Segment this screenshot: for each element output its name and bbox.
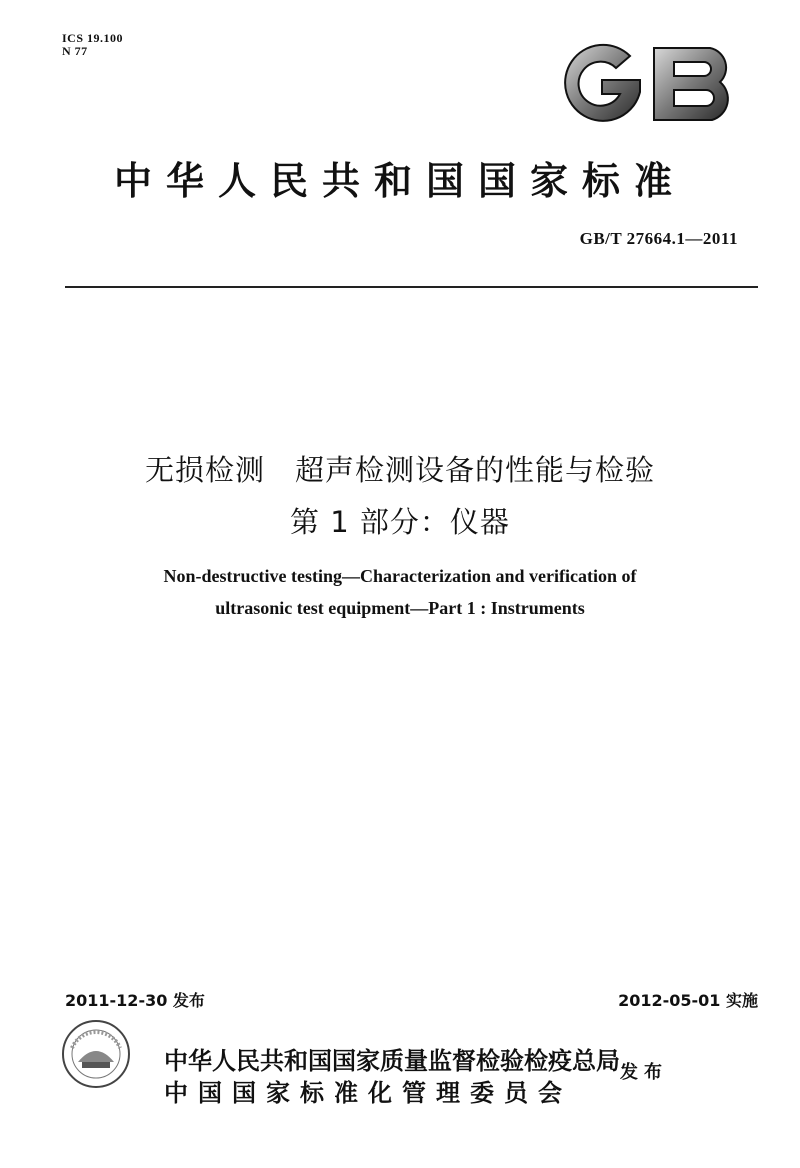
issuer-sac: 中国国家标准化管理委员会 [164, 1079, 572, 1107]
chinese-title-line-1: 无损检测 超声检测设备的性能与检验 [144, 453, 655, 487]
official-seal-icon [60, 1018, 132, 1090]
english-title-line-2: ultrasonic test equipment—Part 1 : Instruments [215, 598, 585, 618]
ccs-code: N 77 [62, 44, 88, 58]
national-standard-heading: 中华人民共和国国家标准 [113, 159, 686, 203]
issuer-aqsiq: 中华人民共和国国家质量监督检验检疫总局 [164, 1047, 620, 1075]
standard-number: GB/T 27664.1—2011 [579, 229, 738, 248]
publish-label: 发布 [620, 1062, 668, 1083]
ics-code: ICS 19.100 [62, 31, 124, 45]
english-title-line-1: Non-destructive testing—Characterization and verification of [163, 566, 637, 586]
gb-logo [542, 42, 756, 126]
chinese-title-line-2: 第 1 部分：仪器 [290, 505, 510, 539]
implementation-date: 2012-05-01 实施 [618, 991, 758, 1010]
divider [65, 286, 758, 288]
classification-codes [62, 32, 123, 58]
issue-date: 2011-12-30 发布 [65, 991, 205, 1010]
